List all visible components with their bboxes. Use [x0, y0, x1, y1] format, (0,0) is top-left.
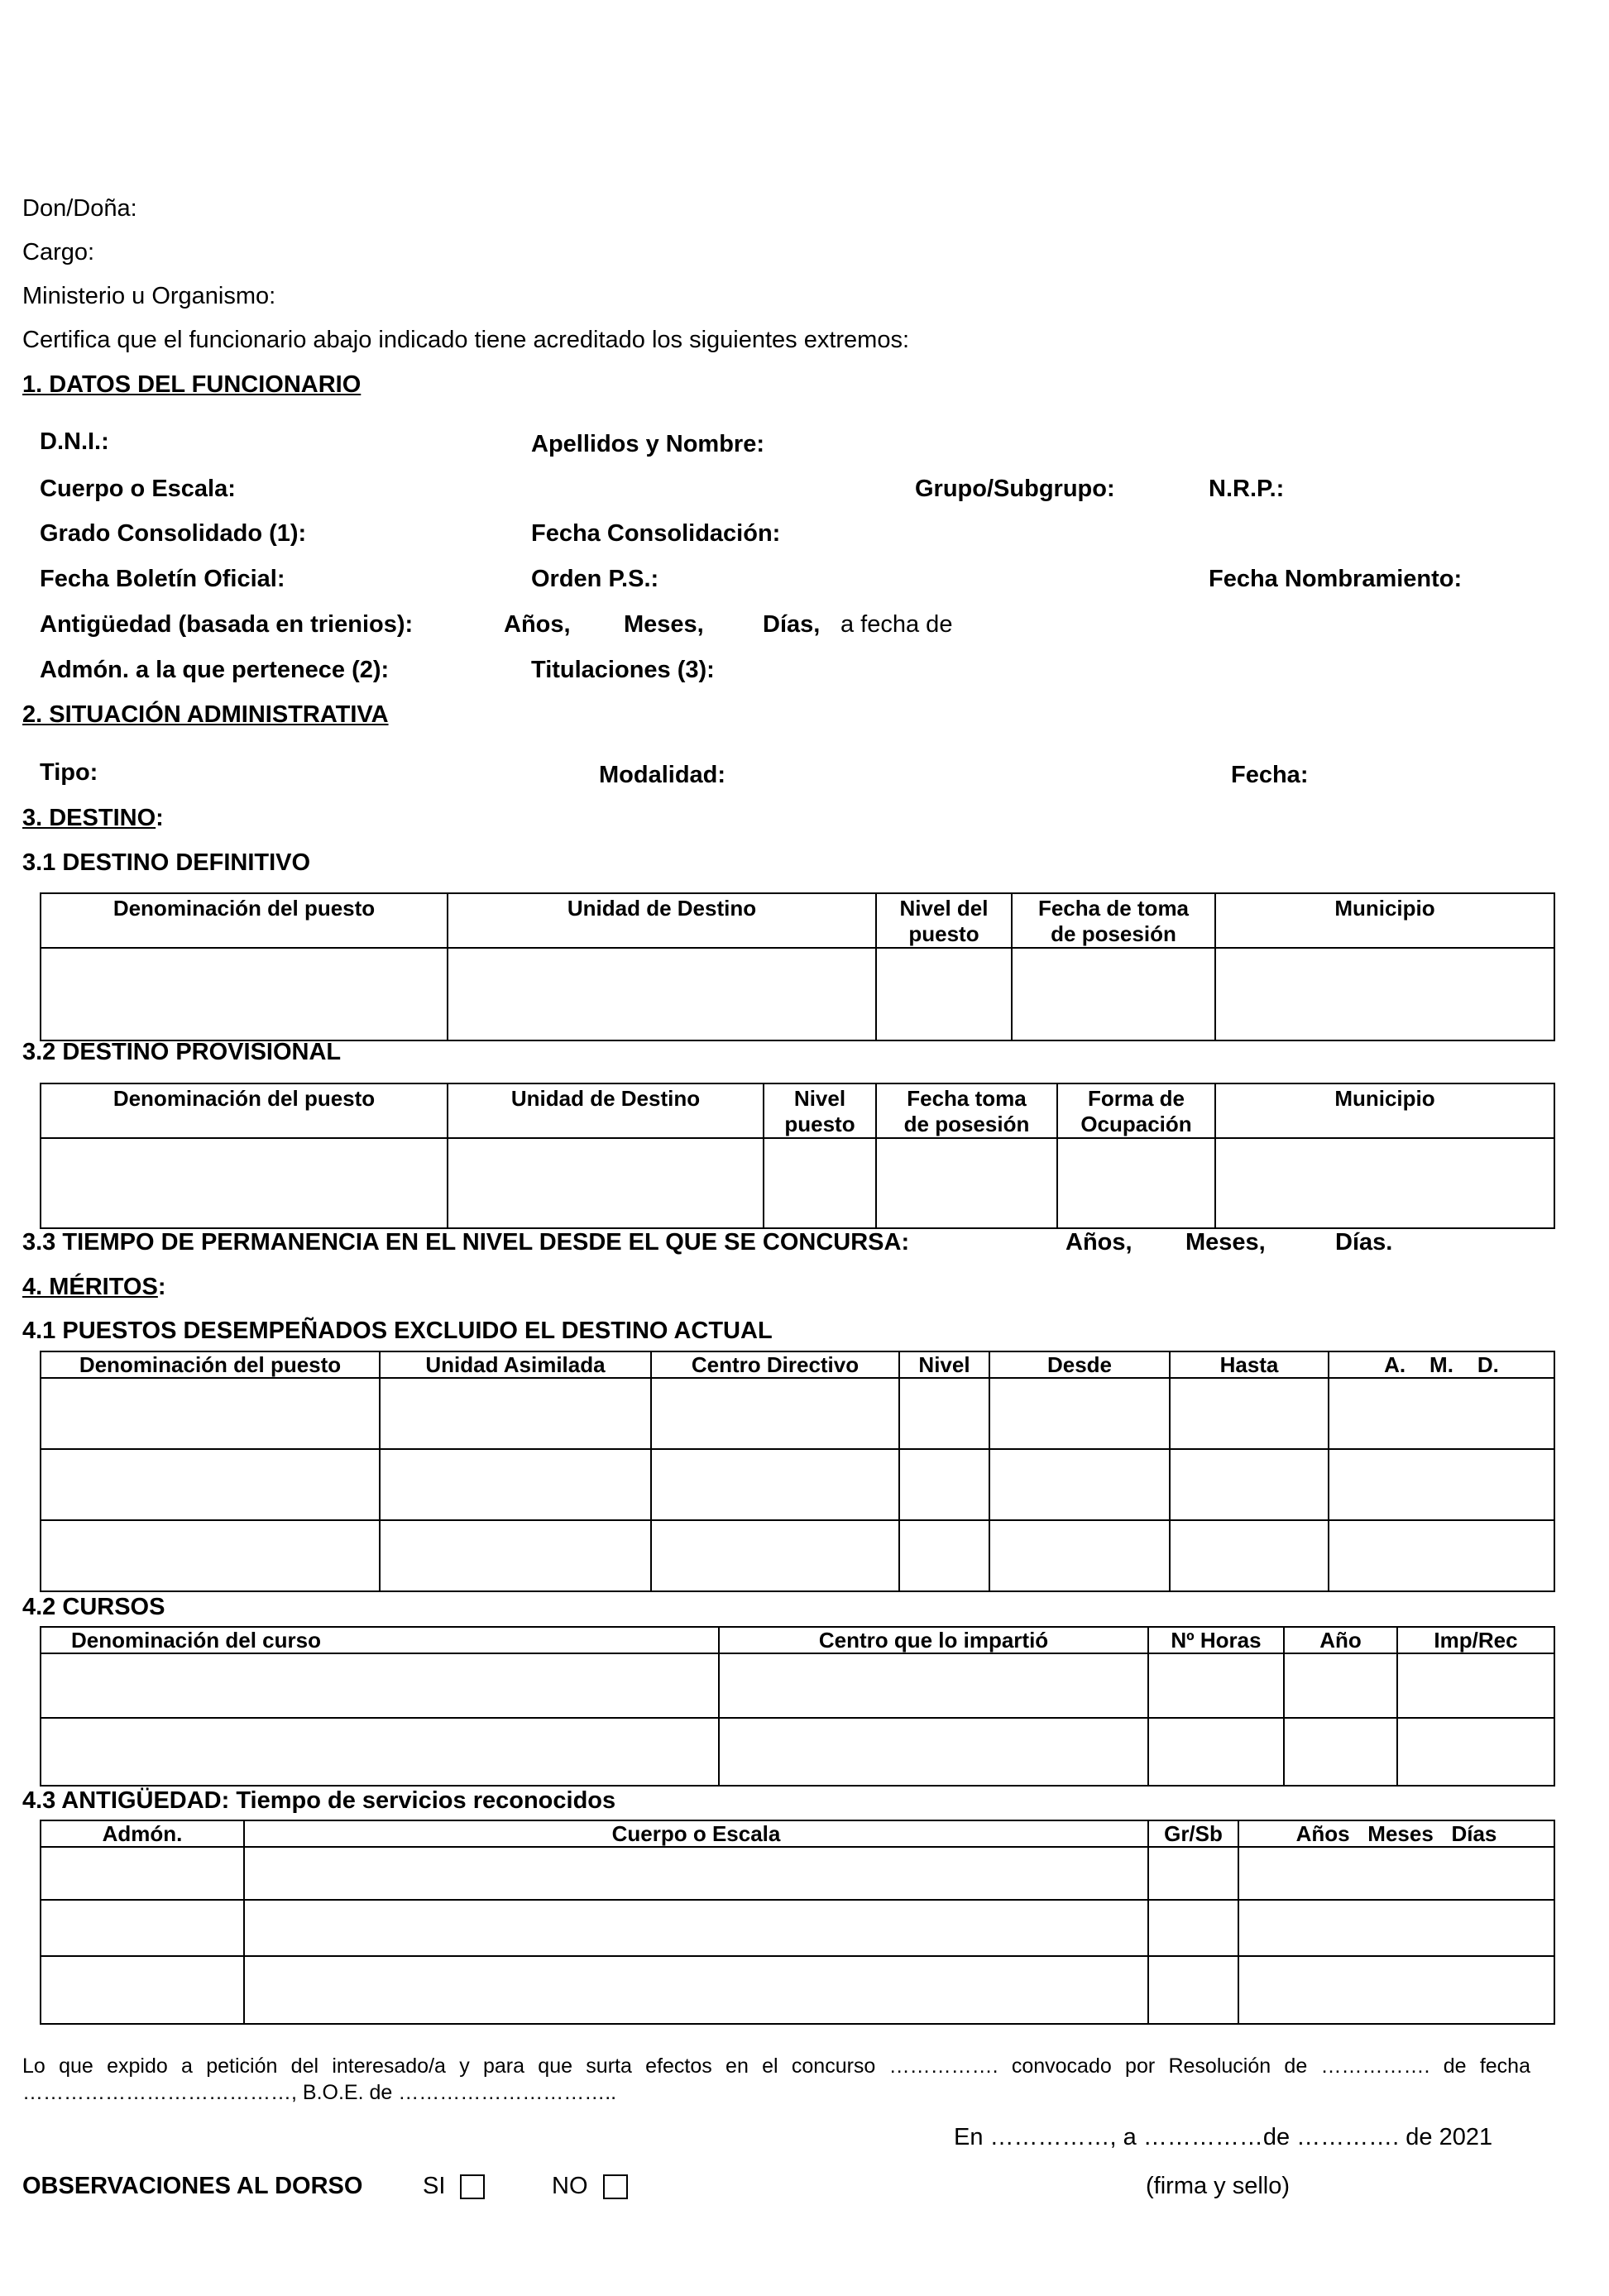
- table-cell[interactable]: [989, 1449, 1170, 1520]
- table-cell[interactable]: [41, 1138, 448, 1228]
- section-4-title-text: 4. MÉRITOS: [22, 1274, 158, 1300]
- permanencia-dias-label: Días.: [1335, 1229, 1393, 1256]
- header-unidad-asimilada: Unidad Asimilada: [380, 1351, 651, 1378]
- header-amd: A. M. D.: [1329, 1351, 1554, 1378]
- table-cell[interactable]: [899, 1520, 989, 1591]
- section-3-2-title: 3.2 DESTINO PROVISIONAL: [22, 1039, 342, 1065]
- header-admon: Admón.: [41, 1820, 244, 1847]
- fecha-consolidacion-label: Fecha Consolidación:: [531, 520, 781, 547]
- puestos-desempenados-table: [40, 1351, 1555, 1592]
- table-cell[interactable]: [989, 1520, 1170, 1591]
- no-checkbox[interactable]: [603, 2174, 628, 2199]
- table-cell[interactable]: [1012, 948, 1215, 1040]
- section-1-title: 1. DATOS DEL FUNCIONARIO: [22, 371, 362, 398]
- header-imp-rec: Imp/Rec: [1397, 1627, 1554, 1653]
- fecha-boletin-label: Fecha Boletín Oficial:: [40, 566, 285, 592]
- table-cell[interactable]: [1238, 1956, 1554, 2024]
- section-3-title-text: 3. DESTINO: [22, 805, 156, 831]
- table-cell[interactable]: [41, 1378, 380, 1449]
- header-nivel: Nivel del puesto: [876, 893, 1012, 948]
- observaciones-label: OBSERVACIONES AL DORSO: [22, 2173, 363, 2199]
- destino-provisional-table: [40, 1083, 1555, 1229]
- header-municipio: Municipio: [1215, 893, 1554, 948]
- header-centro-directivo: Centro Directivo: [651, 1351, 899, 1378]
- table-cell[interactable]: [1148, 1900, 1238, 1956]
- table-cell[interactable]: [1148, 1956, 1238, 2024]
- header-gr-sb: Gr/Sb: [1148, 1820, 1238, 1847]
- table-cell[interactable]: [1284, 1718, 1397, 1786]
- table-cell[interactable]: [244, 1956, 1148, 2024]
- table-row: [41, 1653, 1554, 1718]
- table-cell[interactable]: [1397, 1718, 1554, 1786]
- table-cell[interactable]: [876, 948, 1012, 1040]
- header-forma-ocupacion: Forma de Ocupación: [1057, 1083, 1215, 1138]
- table-cell[interactable]: [1170, 1520, 1329, 1591]
- titulaciones-label: Titulaciones (3):: [531, 657, 715, 683]
- header-denominacion: Denominación del puesto: [41, 1351, 380, 1378]
- table-cell[interactable]: [1170, 1378, 1329, 1449]
- nrp-label: N.R.P.:: [1209, 476, 1285, 502]
- table-cell[interactable]: [719, 1718, 1148, 1786]
- tipo-label: Tipo:: [40, 759, 98, 786]
- header-horas: Nº Horas: [1148, 1627, 1284, 1653]
- section-3-1-title: 3.1 DESTINO DEFINITIVO: [22, 849, 311, 876]
- header-centro-impartio: Centro que lo impartió: [719, 1627, 1148, 1653]
- table-cell[interactable]: [41, 1520, 380, 1591]
- fecha-label: Fecha:: [1231, 762, 1309, 788]
- table-row: [41, 1378, 1554, 1449]
- header-denominacion-curso: Denominación del curso: [41, 1627, 719, 1653]
- table-cell[interactable]: [1238, 1847, 1554, 1900]
- section-2-title: 2. SITUACIÓN ADMINISTRATIVA: [22, 701, 389, 728]
- antiguedad-label: Antigüedad (basada en trienios):: [40, 611, 414, 638]
- header-fecha-toma: Fecha de toma de posesión: [1012, 893, 1215, 948]
- table-cell[interactable]: [1284, 1653, 1397, 1718]
- table-cell[interactable]: [989, 1378, 1170, 1449]
- expido-line-1: Lo que expido a petición del interesado/a y para que surta efectos en el concurso ……………. convocado por Resolución de ……………. de fecha: [22, 2054, 1530, 2078]
- dni-label: D.N.I.:: [40, 428, 109, 455]
- table-cell[interactable]: [899, 1449, 989, 1520]
- cuerpo-label: Cuerpo o Escala:: [40, 476, 236, 502]
- header-desde: Desde: [989, 1351, 1170, 1378]
- table-cell[interactable]: [244, 1900, 1148, 1956]
- table-cell[interactable]: [651, 1378, 899, 1449]
- no-option: [552, 2173, 628, 2200]
- table-row: [41, 1847, 1554, 1900]
- section-3-title: [22, 805, 164, 832]
- table-row: [41, 1718, 1554, 1786]
- header-denominacion: Denominación del puesto: [41, 893, 448, 948]
- section-4-colon: :: [157, 1274, 166, 1300]
- table-cell[interactable]: [41, 1847, 244, 1900]
- table-cell[interactable]: [380, 1378, 651, 1449]
- section-4-title: [22, 1274, 166, 1301]
- permanencia-anos-label: Años,: [1065, 1229, 1133, 1256]
- table-cell[interactable]: [764, 1138, 876, 1228]
- table-cell[interactable]: [41, 1653, 719, 1718]
- section-3-colon: :: [156, 805, 164, 831]
- apellidos-label: Apellidos y Nombre:: [531, 431, 764, 457]
- header-nivel: Nivel puesto: [764, 1083, 876, 1138]
- anos-label: Años,: [504, 611, 571, 638]
- header-unidad-destino: Unidad de Destino: [448, 893, 876, 948]
- header-hasta: Hasta: [1170, 1351, 1329, 1378]
- section-4-3-title: 4.3 ANTIGÜEDAD: Tiempo de servicios reconocidos: [22, 1787, 616, 1814]
- header-denominacion: Denominación del puesto: [41, 1083, 448, 1138]
- section-3-3-title: 3.3 TIEMPO DE PERMANENCIA EN EL NIVEL DESDE EL QUE SE CONCURSA:: [22, 1229, 910, 1256]
- don-dona-label: Don/Doña:: [22, 195, 137, 222]
- si-option: [423, 2173, 485, 2200]
- section-4-2-title: 4.2 CURSOS: [22, 1594, 165, 1620]
- header-municipio: Municipio: [1215, 1083, 1554, 1138]
- table-cell[interactable]: [380, 1449, 651, 1520]
- header-fecha-toma: Fecha toma de posesión: [876, 1083, 1057, 1138]
- table-row: [41, 1956, 1554, 2024]
- fecha-nombramiento-label: Fecha Nombramiento:: [1209, 566, 1463, 592]
- table-row: [41, 948, 1554, 1040]
- table-cell[interactable]: [41, 948, 448, 1040]
- table-cell[interactable]: [651, 1449, 899, 1520]
- ministerio-label: Ministerio u Organismo:: [22, 283, 276, 309]
- admon-label: Admón. a la que pertenece (2):: [40, 657, 390, 683]
- meses-label: Meses,: [624, 611, 704, 638]
- antiguedad-table: [40, 1820, 1555, 2025]
- table-cell[interactable]: [1148, 1653, 1284, 1718]
- expido-line-2: …………………………………, B.O.E. de …………………………..: [22, 2081, 617, 2104]
- table-row: [41, 1449, 1554, 1520]
- table-cell[interactable]: [1329, 1378, 1554, 1449]
- table-cell[interactable]: [41, 1900, 244, 1956]
- en-fecha-line: En ……………, a ……………de …………. de 2021: [954, 2124, 1493, 2150]
- table-cell[interactable]: [1238, 1900, 1554, 1956]
- section-4-1-title: 4.1 PUESTOS DESEMPEÑADOS EXCLUIDO EL DESTINO ACTUAL: [22, 1318, 773, 1344]
- header-cuerpo-escala: Cuerpo o Escala: [244, 1820, 1148, 1847]
- certifica-text: Certifica que el funcionario abajo indicado tiene acreditado los siguientes extremos:: [22, 327, 910, 353]
- no-label: NO: [552, 2173, 588, 2199]
- a-fecha-label: a fecha de: [840, 611, 953, 638]
- table-cell[interactable]: [1329, 1520, 1554, 1591]
- grado-label: Grado Consolidado (1):: [40, 520, 307, 547]
- table-row: [41, 1900, 1554, 1956]
- table-cell[interactable]: [41, 1956, 244, 2024]
- table-cell[interactable]: [380, 1520, 651, 1591]
- table-cell[interactable]: [1057, 1138, 1215, 1228]
- destino-definitivo-table: [40, 892, 1555, 1041]
- table-cell[interactable]: [1397, 1653, 1554, 1718]
- table-cell[interactable]: [899, 1378, 989, 1449]
- table-cell[interactable]: [651, 1520, 899, 1591]
- table-cell[interactable]: [448, 948, 876, 1040]
- orden-label: Orden P.S.:: [531, 566, 659, 592]
- table-cell[interactable]: [41, 1718, 719, 1786]
- table-cell[interactable]: [1329, 1449, 1554, 1520]
- si-label: SI: [423, 2173, 446, 2199]
- table-cell[interactable]: [719, 1653, 1148, 1718]
- table-row: [41, 1520, 1554, 1591]
- firma-sello-label: (firma y sello): [1146, 2173, 1291, 2199]
- table-cell[interactable]: [1215, 1138, 1554, 1228]
- cargo-label: Cargo:: [22, 239, 95, 265]
- table-cell[interactable]: [448, 1138, 764, 1228]
- permanencia-meses-label: Meses,: [1185, 1229, 1266, 1256]
- header-unidad-destino: Unidad de Destino: [448, 1083, 764, 1138]
- si-checkbox[interactable]: [460, 2174, 485, 2199]
- grupo-label: Grupo/Subgrupo:: [915, 476, 1115, 502]
- table-cell[interactable]: [1170, 1449, 1329, 1520]
- header-ano: Año: [1284, 1627, 1397, 1653]
- dias-label: Días,: [763, 611, 821, 638]
- table-cell[interactable]: [1215, 948, 1554, 1040]
- header-nivel: Nivel: [899, 1351, 989, 1378]
- cursos-table: [40, 1626, 1555, 1787]
- modalidad-label: Modalidad:: [599, 762, 726, 788]
- table-cell[interactable]: [244, 1847, 1148, 1900]
- table-cell[interactable]: [1148, 1718, 1284, 1786]
- header-anos-meses-dias: Años Meses Días: [1238, 1820, 1554, 1847]
- table-cell[interactable]: [1148, 1847, 1238, 1900]
- table-cell[interactable]: [41, 1449, 380, 1520]
- table-row: [41, 1138, 1554, 1228]
- table-cell[interactable]: [876, 1138, 1057, 1228]
